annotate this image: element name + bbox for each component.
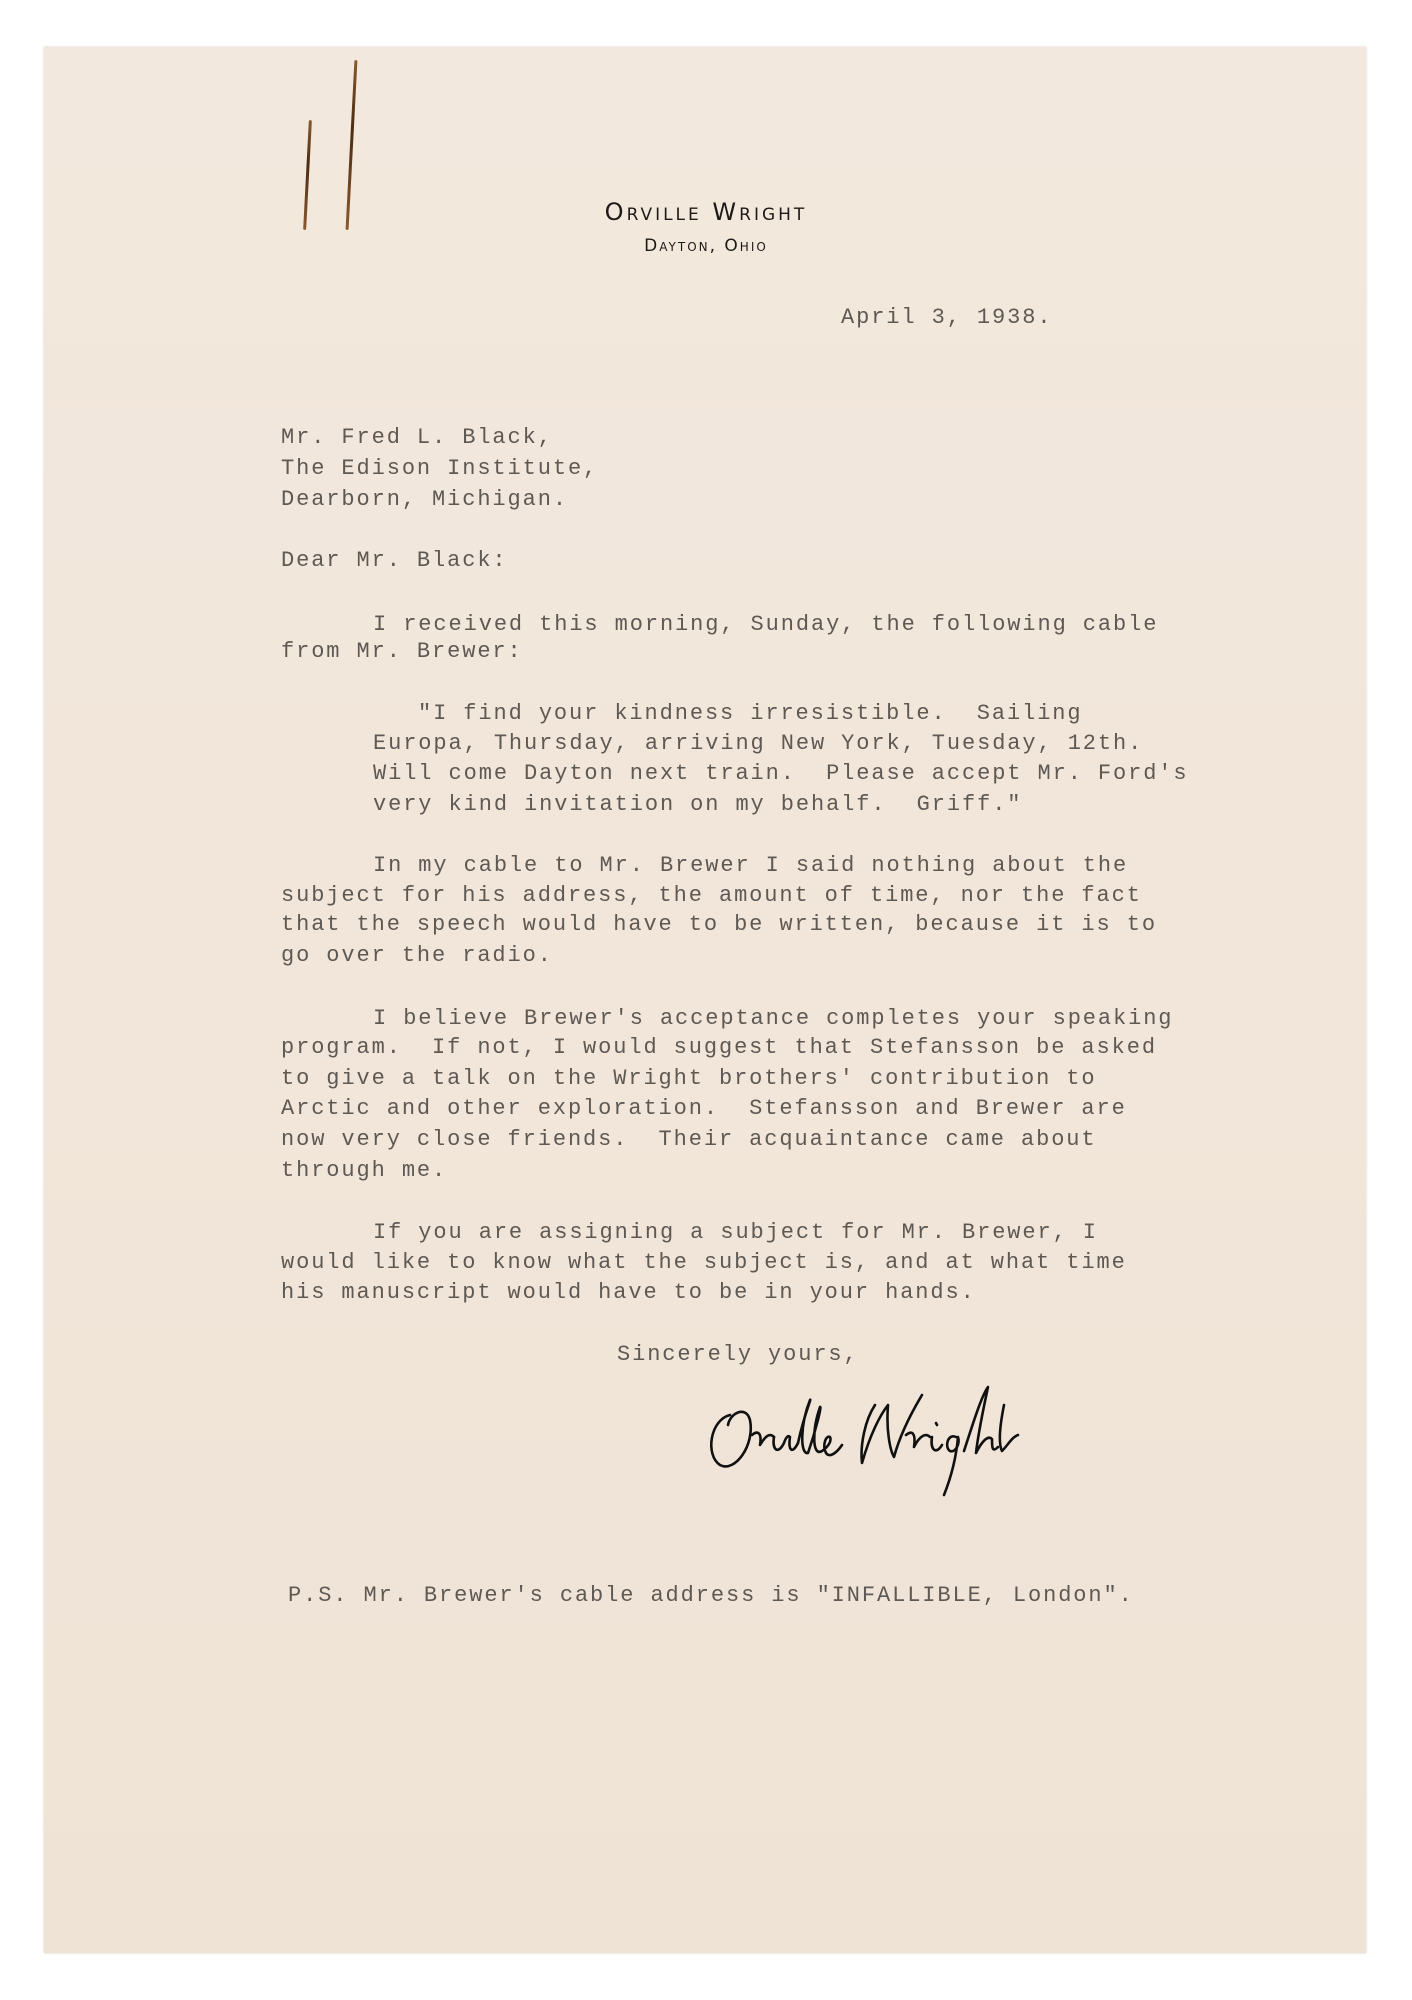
- letter-date: April 3, 1938.: [841, 305, 1053, 330]
- text-line: through me.: [281, 1158, 448, 1183]
- text-line: that the speech would have to be written, because it is to: [281, 912, 1157, 937]
- address-line: The Edison Institute,: [281, 456, 599, 481]
- closing: Sincerely yours,: [617, 1342, 859, 1367]
- letterhead-city: Dayton, Ohio: [644, 236, 768, 256]
- salutation: Dear Mr. Black:: [281, 548, 508, 573]
- text-line: now very close friends. Their acquaintance came about: [281, 1127, 1097, 1152]
- address-line: Mr. Fred L. Black,: [281, 425, 553, 450]
- text-line: I believe Brewer's acceptance completes your speaking: [373, 1006, 1174, 1031]
- text-line: his manuscript would have to be in your hands.: [281, 1280, 976, 1305]
- text-line: Will come Dayton next train. Please accept Mr. Ford's: [373, 761, 1189, 786]
- letterhead-name: Orville Wright: [604, 198, 808, 226]
- text-line: "I find your kindness irresistible. Sailing: [418, 701, 1083, 726]
- text-line: from Mr. Brewer:: [281, 639, 523, 664]
- text-line: to give a talk on the Wright brothers' contribution to: [281, 1066, 1097, 1091]
- text-line: very kind invitation on my behalf. Griff.": [373, 792, 1023, 817]
- text-line: If you are assigning a subject for Mr. Brewer, I: [373, 1220, 1098, 1245]
- text-line: go over the radio.: [281, 943, 553, 968]
- text-line: subject for his address, the amount of time, nor the fact: [281, 883, 1142, 908]
- handwritten-signature: [700, 1375, 1100, 1505]
- text-line: Europa, Thursday, arriving New York, Tuesday, 12th.: [373, 731, 1144, 756]
- postscript: P.S. Mr. Brewer's cable address is "INFALLIBLE, London".: [288, 1583, 1134, 1608]
- text-line: In my cable to Mr. Brewer I said nothing about the: [373, 853, 1129, 878]
- text-line: Arctic and other exploration. Stefansson and Brewer are: [281, 1096, 1127, 1121]
- text-line: would like to know what the subject is, and at what time: [281, 1250, 1127, 1275]
- text-line: I received this morning, Sunday, the following cable: [373, 612, 1159, 637]
- address-line: Dearborn, Michigan.: [281, 487, 568, 512]
- text-line: program. If not, I would suggest that Stefansson be asked: [281, 1035, 1157, 1060]
- letter-paper: [44, 47, 1366, 1953]
